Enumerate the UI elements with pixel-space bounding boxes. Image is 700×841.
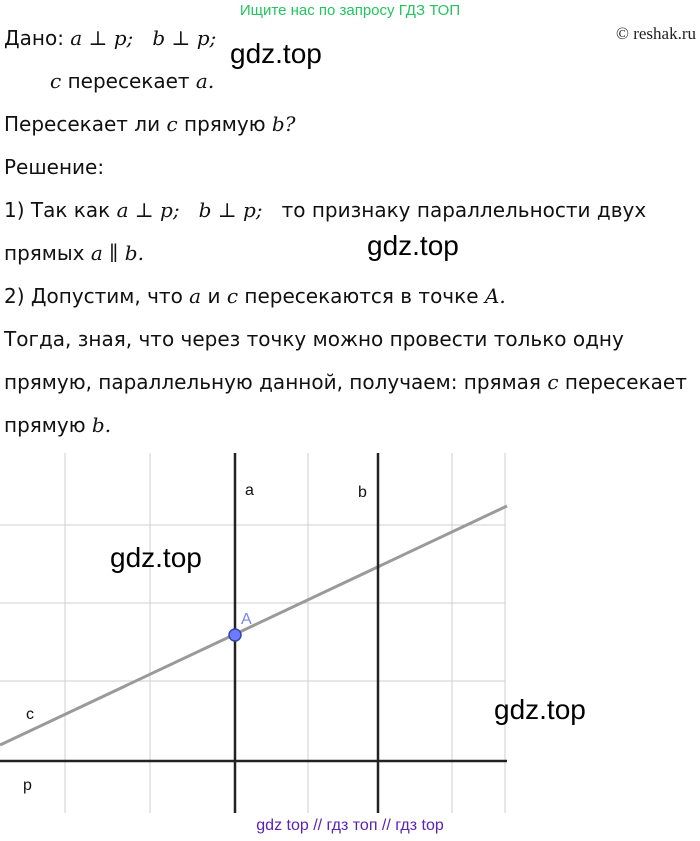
step4-line	[4, 370, 687, 394]
point-A-marker	[229, 629, 241, 641]
watermark: gdz.top	[230, 38, 322, 69]
step4-post: пересекает	[564, 370, 687, 394]
step5-pre: прямую	[4, 413, 86, 437]
condition-a-perp-p: a ⊥ p;	[70, 26, 134, 50]
search-banner[interactable]: Ищите нас по запросу ГДЗ ТОП	[239, 2, 461, 19]
question-pre: Пересекает ли	[4, 112, 161, 136]
step1-post: то признаку параллельности двух	[281, 198, 647, 222]
var-a: a.	[195, 69, 215, 93]
step1-cond-b: b ⊥ p;	[198, 198, 263, 222]
given-label: Дано:	[4, 26, 64, 50]
copyright-notice: © reshak.ru	[616, 24, 696, 43]
step1b-line	[4, 241, 144, 265]
line-c	[0, 506, 507, 745]
step5-line	[4, 413, 111, 437]
var-c: c	[547, 370, 559, 394]
var-a: a	[189, 284, 202, 308]
step3-line: Тогда, зная, что через точку можно провести только одну	[4, 327, 624, 351]
given-line-2	[50, 69, 214, 93]
step2-line	[4, 284, 506, 308]
step2-post: пересекаются в точке	[244, 284, 479, 308]
label-p: p	[23, 777, 32, 794]
bottom-links[interactable]: gdz top // гдз топ // гдз top	[256, 817, 444, 834]
step1-line	[4, 198, 646, 222]
var-c: c	[50, 69, 62, 93]
step1b-pre: прямых	[4, 241, 85, 265]
label-c: c	[26, 706, 34, 723]
given-line	[4, 26, 216, 50]
var-b: b?	[271, 112, 296, 136]
var-b: b.	[91, 413, 112, 437]
step1-pre: 1) Так как	[4, 198, 111, 222]
point-A: A.	[484, 284, 506, 308]
condition-b-perp-p: b ⊥ p;	[152, 26, 217, 50]
solution-label: Решение:	[4, 155, 105, 179]
watermark: gdz.top	[367, 230, 459, 261]
parallel-a-b: a ∥ b.	[90, 241, 144, 265]
step4-pre: прямую, параллельную данной, получаем: прямая	[4, 370, 541, 394]
watermark: gdz.top	[494, 694, 586, 725]
var-c: c	[226, 284, 239, 308]
label-A: A	[241, 611, 252, 628]
watermark: gdz.top	[110, 542, 202, 573]
label-b: b	[358, 484, 367, 501]
label-a: a	[245, 482, 254, 499]
var-c: c	[166, 112, 178, 136]
step2-pre: 2) Допустим, что	[4, 284, 183, 308]
step1-cond-a: a ⊥ p;	[116, 198, 180, 222]
question-line	[4, 112, 295, 136]
question-mid: прямую	[184, 112, 266, 136]
intersects-text: пересекает	[67, 69, 190, 93]
geometry-figure	[0, 453, 700, 838]
grid	[0, 453, 505, 813]
conj-and: и	[207, 284, 221, 308]
